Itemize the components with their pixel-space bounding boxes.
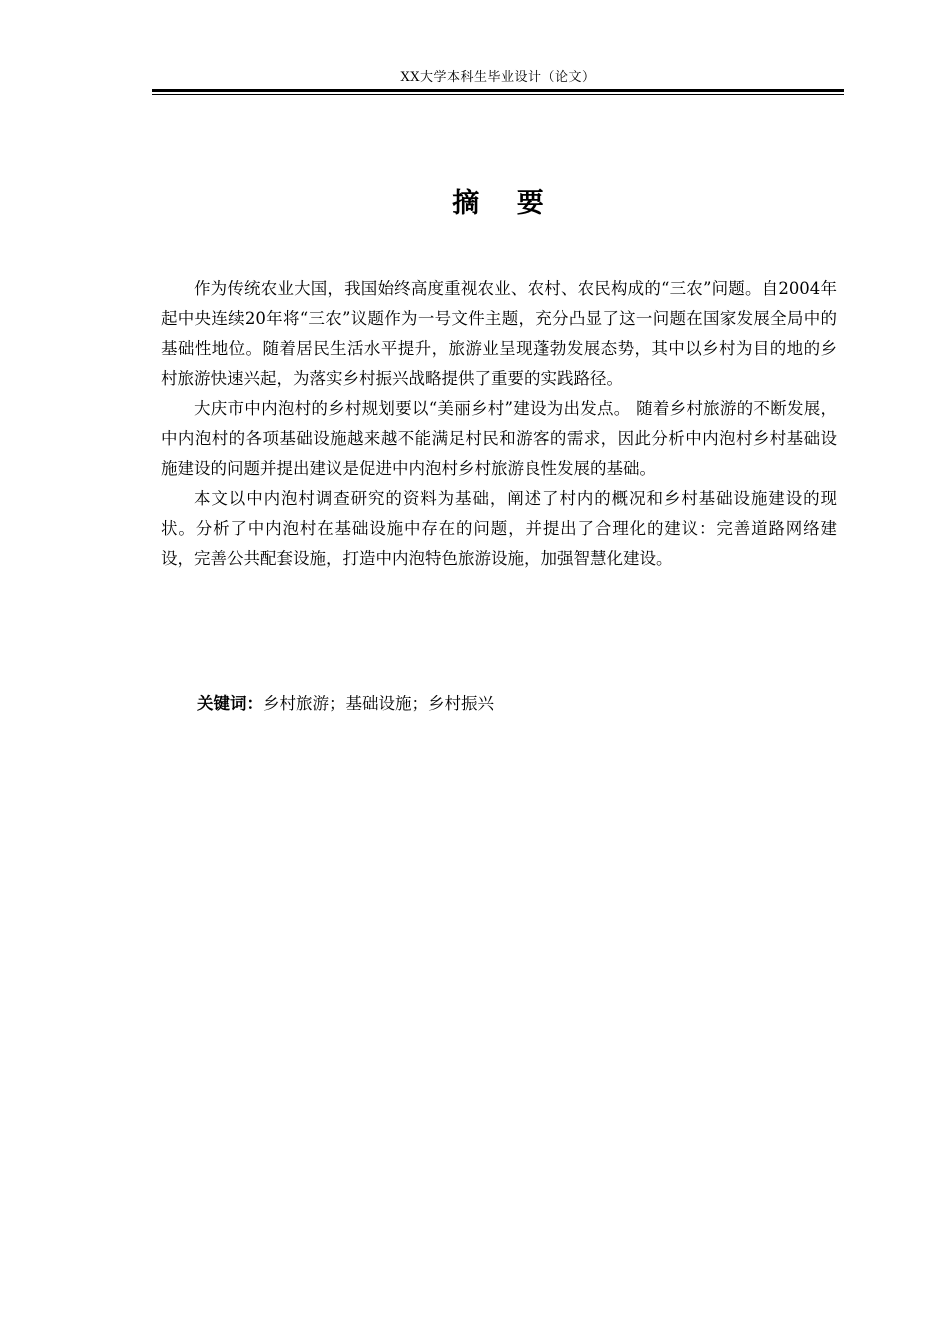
- header-rule-thin: [152, 94, 844, 95]
- running-header: XX大学本科生毕业设计（论文）: [400, 70, 596, 85]
- keywords-label: 关键词：: [197, 694, 263, 713]
- abstract-body: [161, 274, 837, 574]
- header-rule-thick: [152, 89, 844, 92]
- abstract-title: 摘 要: [452, 188, 558, 219]
- abstract-paragraph-1: 作为传统农业大国，我国始终高度重视农业、农村、农民构成的“三农”问题。自2004年起中央连续20年将“三农”议题作为一号文件主题，充分凸显了这一问题在国家发展全局中的基础性地位。随着居民生活水平提升，旅游业呈现蓬勃发展态势，其中以乡村为目的地的乡村旅游快速兴起，为落实乡村振兴战略提供了重要的实践路径。: [161, 279, 837, 388]
- keywords-line: [197, 689, 837, 719]
- keywords-list: 乡村旅游；基础设施；乡村振兴: [263, 694, 494, 713]
- abstract-paragraph-2: 大庆市中内泡村的乡村规划要以“美丽乡村”建设为出发点。 随着乡村旅游的不断发展，中内泡村的各项基础设施越来越不能满足村民和游客的需求，因此分析中内泡村乡村基础设施建设的问题并提出建议是促进中内泡村乡村旅游良性发展的基础。: [161, 399, 837, 478]
- abstract-paragraph-3: 本文以中内泡村调查研究的资料为基础，阐述了村内的概况和乡村基础设施建设的现状。分析了中内泡村在基础设施中存在的问题，并提出了合理化的建议：完善道路网络建设，完善公共配套设施，打造中内泡特色旅游设施，加强智慧化建设。: [161, 489, 837, 568]
